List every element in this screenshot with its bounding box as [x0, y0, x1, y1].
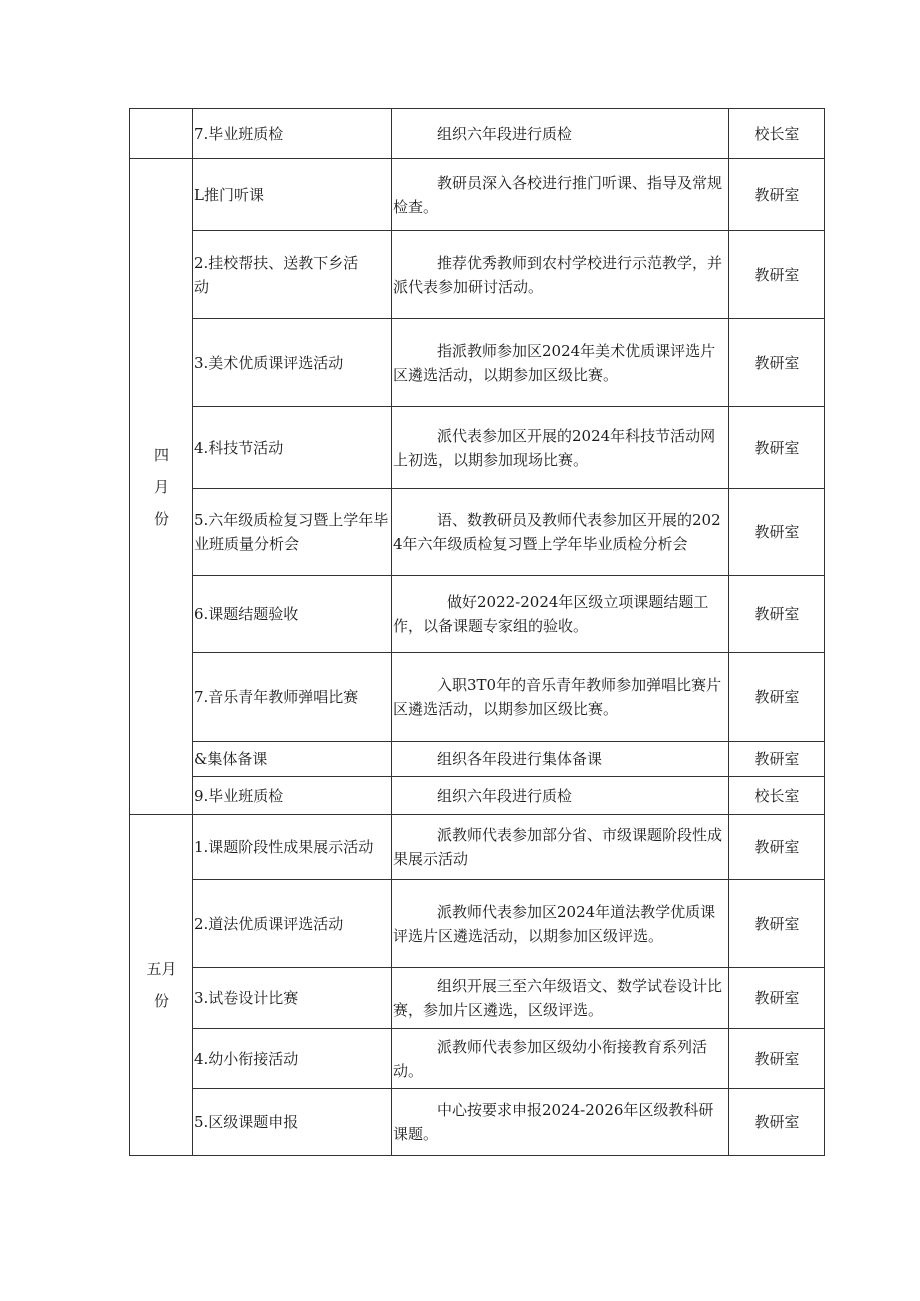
content-text: 教研员深入各校进行推门听课、指导及常规检查。	[393, 173, 723, 216]
dept-cell	[729, 576, 825, 653]
dept-label: 教研室	[754, 523, 800, 541]
content-text: 做好2022-2024年区级立项课题结题工作，以备课题专家组的验收。	[393, 593, 709, 635]
item-label: 5.六年级质检复习暨上学年毕业班质量分析会	[194, 511, 389, 553]
dept-label: 教研室	[754, 838, 800, 856]
dept-label: 校长室	[754, 124, 800, 143]
dept-label: 教研室	[754, 1049, 800, 1068]
dept-label: 教研室	[754, 353, 800, 372]
item-cell	[193, 231, 392, 319]
table-row	[130, 880, 825, 968]
item-cell	[193, 407, 392, 489]
content-cell	[392, 653, 729, 742]
content-text: 派教师代表参加区2024年道法教学优质课评选片区遴选活动，以期参加区级评选。	[393, 902, 716, 945]
month-cell	[130, 109, 193, 159]
dept-label: 教研室	[754, 989, 800, 1007]
content-cell	[392, 742, 729, 777]
item-cell	[193, 1029, 392, 1089]
dept-label: 教研室	[754, 185, 800, 204]
item-cell	[193, 319, 392, 407]
table-row	[130, 968, 825, 1029]
dept-label: 教研室	[754, 605, 800, 623]
content-cell	[392, 777, 729, 815]
dept-cell	[729, 407, 825, 489]
table-row	[130, 576, 825, 653]
dept-label: 教研室	[754, 914, 800, 933]
item-label: 4.幼小衔接活动	[194, 1049, 299, 1068]
content-cell	[392, 968, 729, 1029]
item-cell	[193, 489, 392, 576]
item-cell	[193, 815, 392, 880]
content-text: 语、数教研员及教师代表参加区开展的2024年六年级质检复习暨上学年毕业质检分析会	[393, 511, 721, 553]
dept-cell	[729, 815, 825, 880]
dept-cell	[729, 742, 825, 777]
month-label: 月	[153, 477, 169, 496]
plan-table	[129, 108, 825, 1156]
dept-cell	[729, 489, 825, 576]
content-cell	[392, 319, 729, 407]
table-row	[130, 319, 825, 407]
table-row	[130, 742, 825, 777]
content-text: 入职3T0年的音乐青年教师参加弹唱比赛片区遴选活动，以期参加区级比赛。	[393, 676, 722, 718]
month-label: 份	[153, 992, 169, 1010]
dept-cell	[729, 159, 825, 231]
table-row	[130, 231, 825, 319]
month-cell-april	[130, 159, 193, 815]
table-row	[130, 653, 825, 742]
item-cell	[193, 1089, 392, 1156]
item-label: 7.毕业班质检	[194, 124, 284, 143]
content-cell	[392, 407, 729, 489]
item-cell	[193, 777, 392, 815]
content-cell	[392, 1089, 729, 1156]
item-cell	[193, 653, 392, 742]
item-label: 9.毕业班质检	[194, 786, 284, 805]
item-label: 4.科技节活动	[194, 438, 284, 457]
item-label: 7.音乐青年教师弹唱比赛	[194, 688, 359, 706]
content-text: 组织六年段进行质检	[437, 786, 573, 805]
content-cell	[392, 231, 729, 319]
dept-cell	[729, 653, 825, 742]
table-row	[130, 1029, 825, 1089]
content-text: 派代表参加区开展的2024年科技节活动网上初选，以期参加现场比赛。	[393, 426, 716, 469]
content-text: 派教师代表参加区级幼小衔接教育系列活动。	[393, 1037, 708, 1080]
month-label: 四	[153, 445, 169, 464]
month-label: 份	[153, 509, 169, 528]
table-row	[130, 489, 825, 576]
content-cell	[392, 576, 729, 653]
table-row	[130, 815, 825, 880]
content-cell	[392, 109, 729, 159]
dept-label: 校长室	[754, 786, 800, 805]
dept-cell	[729, 1089, 825, 1156]
table-row	[130, 159, 825, 231]
dept-cell	[729, 777, 825, 815]
item-cell	[193, 159, 392, 231]
dept-cell	[729, 319, 825, 407]
content-cell	[392, 815, 729, 880]
table-row	[130, 1089, 825, 1156]
content-text: 指派教师参加区2024年美术优质课评选片区遴选活动，以期参加区级比赛。	[393, 341, 716, 384]
month-cell-may	[130, 815, 193, 1156]
dept-label: 教研室	[754, 1113, 800, 1131]
dept-cell	[729, 1029, 825, 1089]
dept-label: 教研室	[754, 438, 800, 457]
dept-cell	[729, 109, 825, 159]
item-label: 3.试卷设计比赛	[194, 989, 299, 1007]
table-row	[130, 777, 825, 815]
item-label: L推门听课	[194, 185, 264, 204]
dept-cell	[729, 231, 825, 319]
content-cell	[392, 880, 729, 968]
item-label: 2.挂校帮扶、送教下乡活动	[194, 253, 359, 296]
dept-cell	[729, 968, 825, 1029]
dept-cell	[729, 880, 825, 968]
item-label: 6.课题结题验收	[194, 605, 299, 623]
item-label: 1.课题阶段性成果展示活动	[194, 838, 374, 856]
content-text: 推荐优秀教师到农村学校进行示范教学，并派代表参加研讨活动。	[393, 253, 723, 296]
table-row	[130, 109, 825, 159]
content-cell	[392, 489, 729, 576]
item-label: 3.美术优质课评选活动	[194, 353, 344, 372]
content-text: 组织六年段进行质检	[437, 124, 573, 143]
content-text: 派教师代表参加部分省、市级课题阶段性成果展示活动	[393, 826, 723, 868]
dept-label: 教研室	[754, 750, 800, 768]
month-label: 五月	[146, 960, 177, 978]
item-cell	[193, 109, 392, 159]
item-cell	[193, 742, 392, 777]
content-cell	[392, 1029, 729, 1089]
dept-label: 教研室	[754, 265, 800, 284]
table-row	[130, 407, 825, 489]
item-label: 2.道法优质课评选活动	[194, 914, 344, 933]
content-cell	[392, 159, 729, 231]
content-text: 中心按要求申报2024-2026年区级教科研课题。	[393, 1101, 714, 1143]
content-text: 组织各年段进行集体备课	[437, 750, 603, 768]
item-label: 5.区级课题申报	[194, 1113, 299, 1131]
item-cell	[193, 880, 392, 968]
item-cell	[193, 576, 392, 653]
item-cell	[193, 968, 392, 1029]
item-label: &集体备课	[194, 750, 268, 768]
dept-label: 教研室	[754, 688, 800, 706]
content-text: 组织开展三至六年级语文、数学试卷设计比赛，参加片区遴选，区级评选。	[393, 977, 723, 1019]
